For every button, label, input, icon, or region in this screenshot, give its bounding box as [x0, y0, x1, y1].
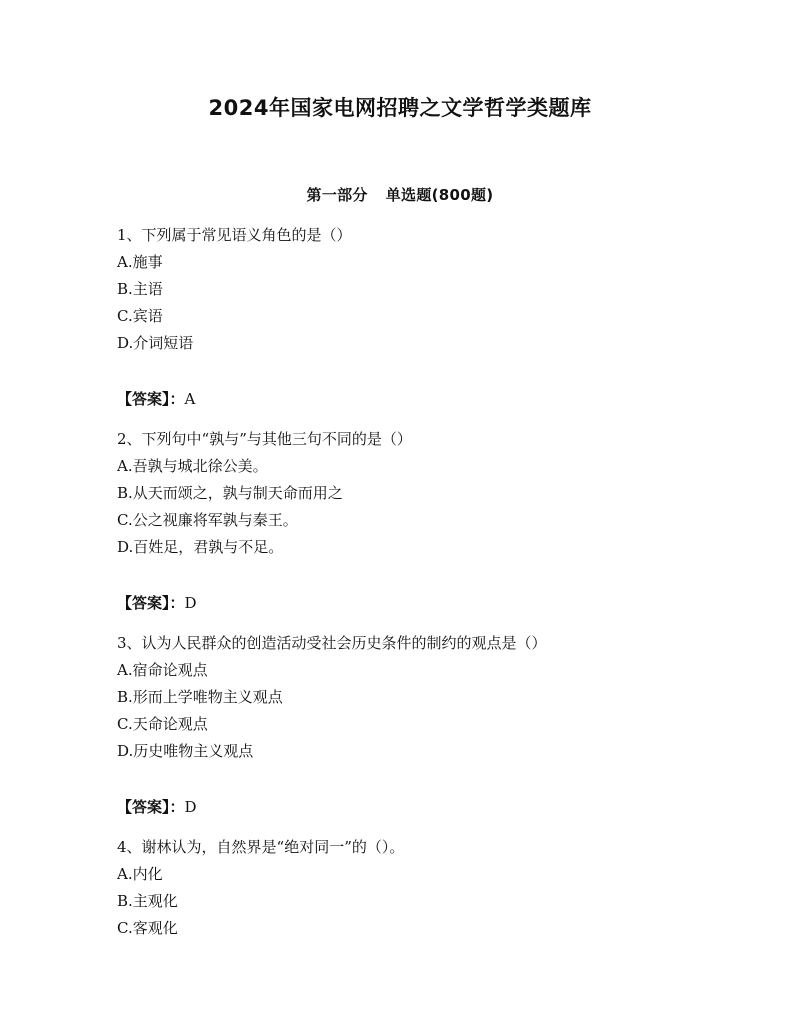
- question-3: [117, 630, 737, 765]
- option-c: C.公之视廉将军孰与秦王。: [117, 511, 298, 529]
- answer-2: [117, 590, 197, 617]
- option-d: D.介词短语: [117, 334, 194, 352]
- question-stem: 1、下列属于常见语义角色的是（）: [117, 226, 352, 244]
- answer-label: 【答案】：: [117, 594, 185, 612]
- option-b: B.形而上学唯物主义观点: [117, 688, 283, 706]
- section-part: 第一部分: [306, 186, 368, 204]
- question-stem: 3、认为人民群众的创造活动受社会历史条件的制约的观点是（）: [117, 634, 547, 652]
- question-stem: 4、谢林认为，自然界是“绝对同一”的（）。: [117, 838, 405, 856]
- option-c: C.客观化: [117, 919, 178, 937]
- option-d: D.历史唯物主义观点: [117, 742, 254, 760]
- section-heading: [0, 184, 800, 205]
- answer-value: D: [184, 798, 197, 816]
- answer-label: 【答案】：: [117, 390, 185, 408]
- question-stem: 2、下列句中“孰与”与其他三句不同的是（）: [117, 430, 412, 448]
- answer-1: [117, 386, 195, 413]
- option-c: C.天命论观点: [117, 715, 208, 733]
- question-1: [117, 222, 737, 357]
- answer-3: [117, 794, 197, 821]
- option-a: A.吾孰与城北徐公美。: [117, 457, 268, 475]
- answer-value: A: [184, 390, 196, 408]
- answer-value: D: [184, 594, 197, 612]
- option-b: B.从天而颂之，孰与制天命而用之: [117, 484, 343, 502]
- option-a: A.宿命论观点: [117, 661, 208, 679]
- option-a: A.内化: [117, 865, 163, 883]
- option-b: B.主观化: [117, 892, 178, 910]
- section-name: 单选题(800题): [385, 186, 494, 204]
- document-title: 2024年国家电网招聘之文学哲学类题库: [208, 96, 592, 120]
- option-b: B.主语: [117, 280, 163, 298]
- option-d: D.百姓足，君孰与不足。: [117, 538, 284, 556]
- option-c: C.宾语: [117, 307, 163, 325]
- question-2: [117, 426, 737, 561]
- option-a: A.施事: [117, 253, 163, 271]
- answer-label: 【答案】：: [117, 798, 185, 816]
- question-4: [117, 834, 737, 942]
